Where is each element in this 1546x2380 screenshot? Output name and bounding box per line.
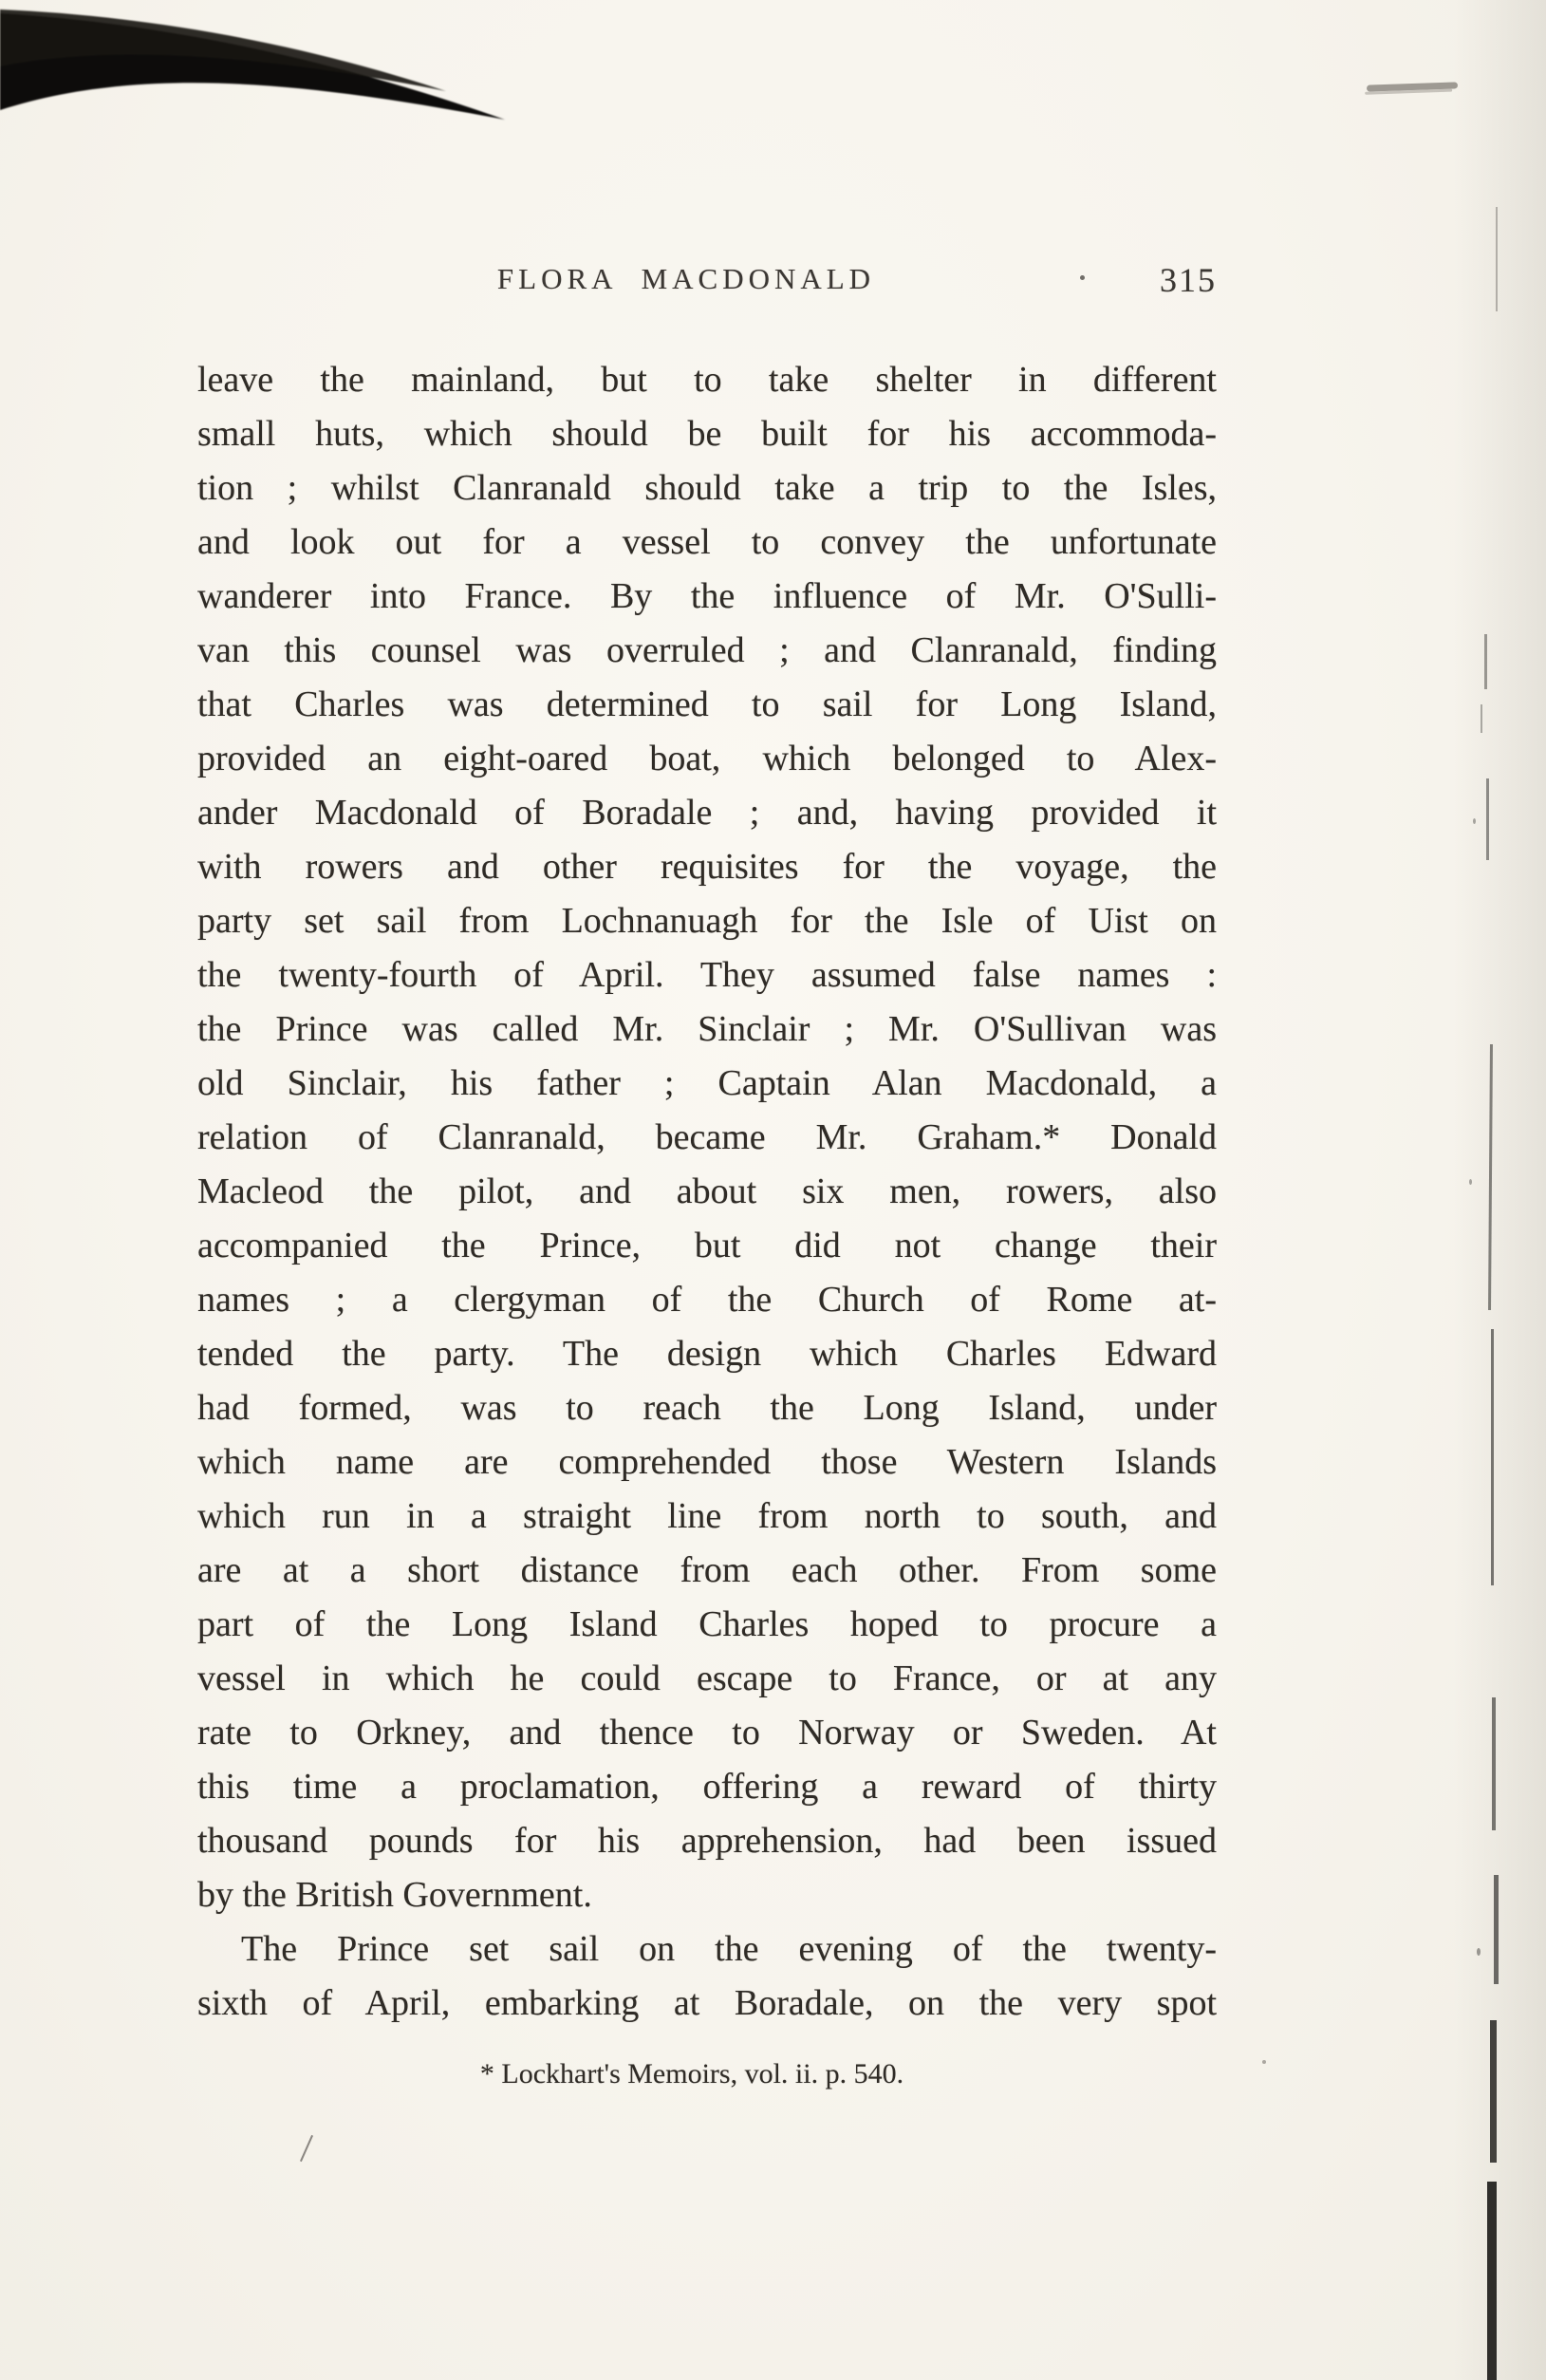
page-text <box>197 353 1217 2093</box>
text-line: this time a proclamation, offering a reward of thirty <box>197 1767 1217 1807</box>
page-header <box>197 262 1217 304</box>
text-line: small huts, which should be built for his accommoda- <box>197 414 1217 454</box>
running-head: FLORA MACDONALD <box>496 262 876 295</box>
pencil-mark <box>300 2135 313 2162</box>
binding-mark <box>1491 1329 1494 1585</box>
binding-speck <box>1473 818 1476 824</box>
text-line: party set sail from Lochnanuagh for the Isle of Uist on <box>197 901 1217 941</box>
text-line: accompanied the Prince, but did not change their <box>197 1226 1217 1265</box>
page-edge-line <box>1496 207 1498 311</box>
text-line: are at a short distance from each other. From some <box>197 1550 1217 1590</box>
footnote: * Lockhart's Memoirs, vol. ii. p. 540. <box>479 2058 904 2090</box>
binding-mark <box>1481 704 1482 733</box>
page-number: 315 <box>1160 261 1217 299</box>
ink-smudge-top-left-icon <box>0 0 531 152</box>
ink-speck <box>1080 275 1085 280</box>
text-line: sixth of April, embarking at Boradale, on the very spot <box>197 1983 1217 2023</box>
binding-mark <box>1490 2020 1497 2163</box>
text-line: by the British Government. <box>197 1875 592 1915</box>
binding-speck <box>1477 1948 1481 1956</box>
text-line: the twenty-fourth of April. They assumed false names : <box>197 955 1217 995</box>
text-line: that Charles was determined to sail for Long Island, <box>197 684 1217 724</box>
text-line: old Sinclair, his father ; Captain Alan Macdonald, a <box>197 1063 1217 1103</box>
binding-mark <box>1484 634 1487 689</box>
text-line: the Prince was called Mr. Sinclair ; Mr. O'Sullivan was <box>197 1009 1217 1049</box>
binding-mark <box>1486 778 1489 860</box>
text-line: thousand pounds for his apprehension, had been issued <box>197 1821 1217 1861</box>
text-line: which name are comprehended those Western Islands <box>197 1442 1217 1482</box>
text-line: vessel in which he could escape to France, or at any <box>197 1659 1217 1698</box>
text-line: Macleod the pilot, and about six men, rowers, also <box>197 1171 1217 1211</box>
text-line: ander Macdonald of Boradale ; and, having provided it <box>197 793 1217 833</box>
binding-speck <box>1469 1179 1472 1185</box>
binding-mark <box>1488 1044 1493 1310</box>
text-line: van this counsel was overruled ; and Clanranald, finding <box>197 630 1217 670</box>
binding-mark <box>1494 1875 1499 1984</box>
binding-mark <box>1487 2182 1497 2380</box>
text-line: part of the Long Island Charles hoped to procure a <box>197 1604 1217 1644</box>
text-line: provided an eight-oared boat, which belonged to Alex- <box>197 739 1217 778</box>
text-line: and look out for a vessel to convey the unfortunate <box>197 522 1217 562</box>
text-line: The Prince set sail on the evening of the twenty- <box>241 1929 1217 1969</box>
text-line: tion ; whilst Clanranald should take a trip to the Isles, <box>197 468 1217 508</box>
text-line: which run in a straight line from north to south, and <box>197 1496 1217 1536</box>
text-line: had formed, was to reach the Long Island, under <box>197 1388 1217 1428</box>
text-line: with rowers and other requisites for the voyage, the <box>197 847 1217 887</box>
smudge-mark <box>1367 82 1458 91</box>
text-line: relation of Clanranald, became Mr. Graham.* Donald <box>197 1117 1217 1157</box>
text-line: names ; a clergyman of the Church of Rome at- <box>197 1280 1217 1320</box>
text-line: tended the party. The design which Charles Edward <box>197 1334 1217 1374</box>
text-line: leave the mainland, but to take shelter in different <box>197 360 1217 400</box>
ink-speck <box>1262 2060 1266 2064</box>
text-line: wanderer into France. By the influence of Mr. O'Sulli- <box>197 576 1217 616</box>
binding-mark <box>1492 1697 1496 1830</box>
text-line: rate to Orkney, and thence to Norway or Sweden. At <box>197 1713 1217 1752</box>
